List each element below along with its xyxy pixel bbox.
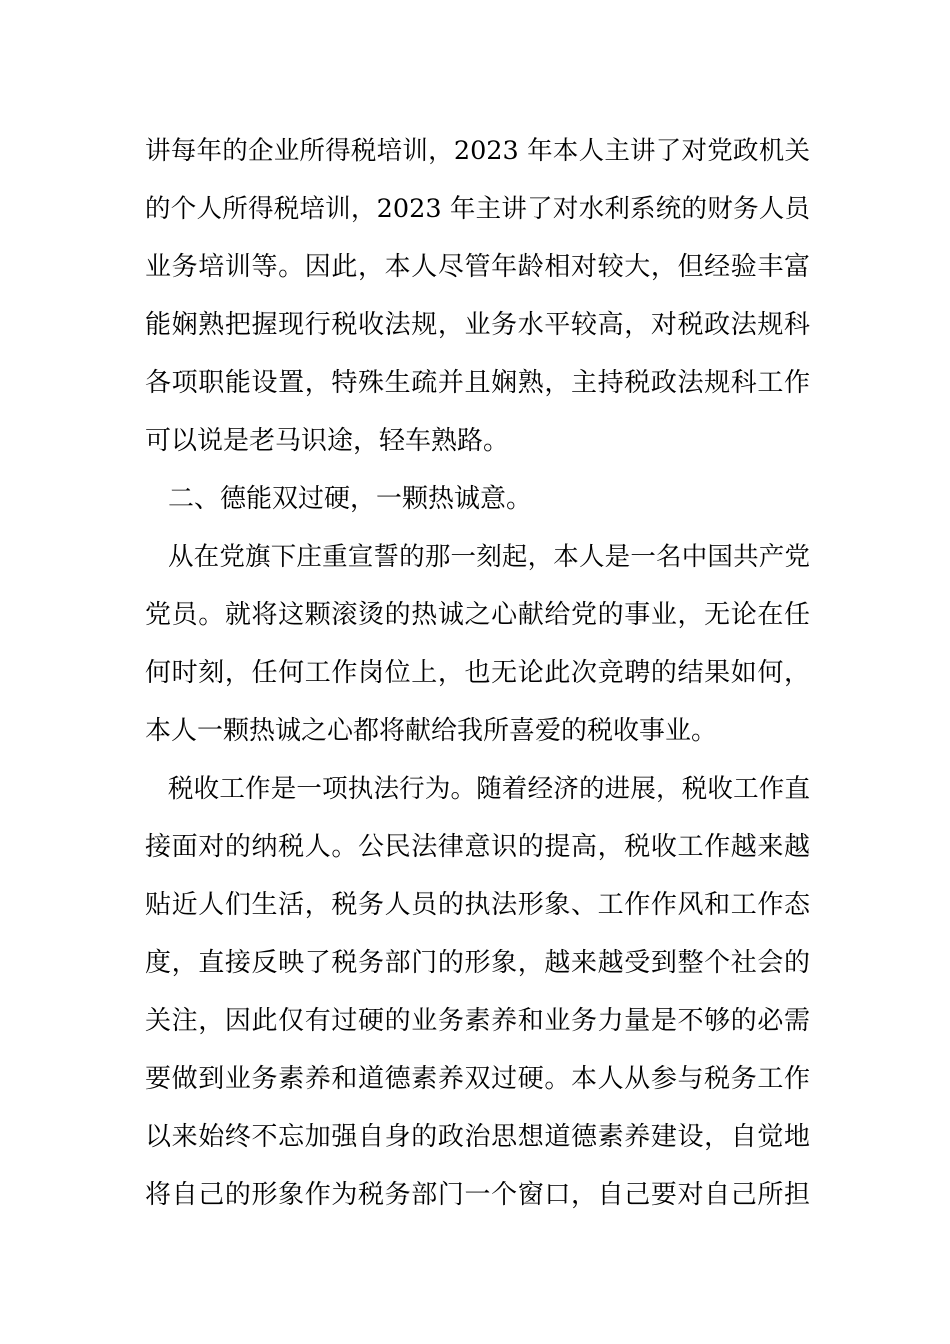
text-line: 党员。就将这颗滚烫的热诚之心献给党的事业，无论在任: [145, 600, 810, 630]
text-line: 业务培训等。因此，本人尽管年龄相对较大，但经验丰富: [145, 252, 810, 282]
text-line: 接面对的纳税人。公民法律意识的提高，税收工作越来越: [145, 832, 810, 862]
text-line: 可以说是老马识途，轻车熟路。: [145, 426, 510, 456]
text-line: 的个人所得税培训，2023 年主讲了对水利系统的财务人员: [145, 194, 810, 224]
text-line: 各项职能设置，特殊生疏并且娴熟，主持税政法规科工作: [145, 368, 810, 398]
section-heading: 二、德能双过硬，一颗热诚意。: [168, 484, 533, 514]
text-line: 何时刻，任何工作岗位上，也无论此次竞聘的结果如何，: [145, 658, 810, 688]
text-line: 税收工作是一项执法行为。随着经济的进展，税收工作直: [168, 774, 810, 804]
text-line: 贴近人们生活，税务人员的执法形象、工作作风和工作态: [145, 890, 810, 920]
text-line: 以来始终不忘加强自身的政治思想道德素养建设，自觉地: [145, 1122, 810, 1152]
text-line: 将自己的形象作为税务部门一个窗口，自己要对自己所担: [145, 1180, 810, 1210]
text-line: 讲每年的企业所得税培训，2023 年本人主讲了对党政机关: [145, 136, 810, 166]
text-line: 关注，因此仅有过硬的业务素养和业务力量是不够的必需: [145, 1006, 810, 1036]
text-line: 从在党旗下庄重宣誓的那一刻起，本人是一名中国共产党: [168, 542, 810, 572]
text-line: 能娴熟把握现行税收法规，业务水平较高，对税政法规科: [145, 310, 810, 340]
text-line: 本人一颗热诚之心都将献给我所喜爱的税收事业。: [145, 716, 718, 746]
text-line: 度，直接反映了税务部门的形象，越来越受到整个社会的: [145, 948, 810, 978]
text-line: 要做到业务素养和道德素养双过硬。本人从参与税务工作: [145, 1064, 810, 1094]
